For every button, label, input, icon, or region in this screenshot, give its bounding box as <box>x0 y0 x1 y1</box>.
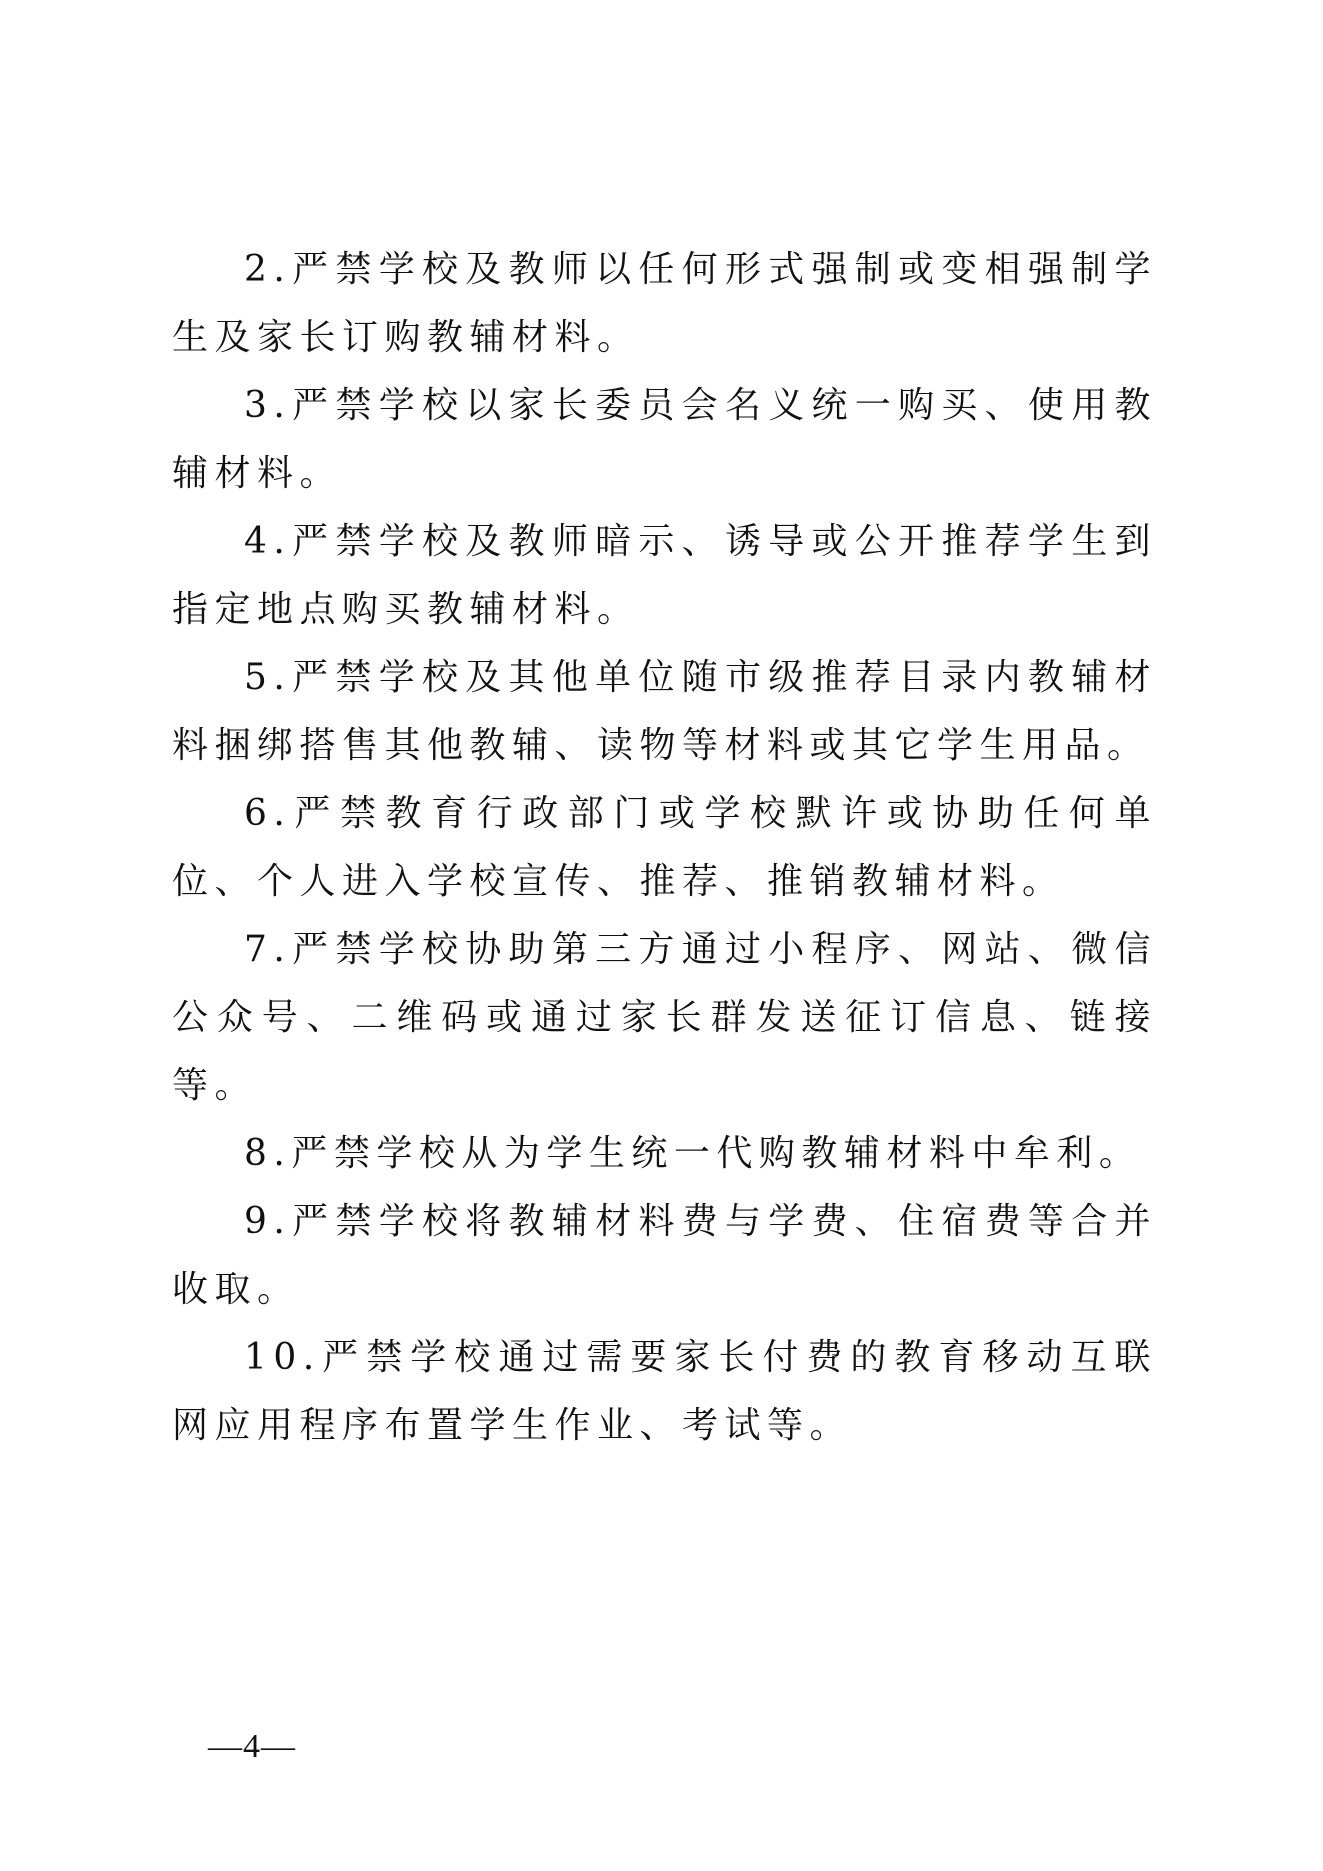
list-item: 10.严禁学校通过需要家长付费的教育移动互联网应用程序布置学生作业、考试等。 <box>172 1337 1157 1446</box>
list-item: 4.严禁学校及教师暗示、诱导或公开推荐学生到指定地点购买教辅材料。 <box>172 521 1157 630</box>
list-item: 2.严禁学校及教师以任何形式强制或变相强制学生及家长订购教辅材料。 <box>172 249 1157 358</box>
list-item: 8.严禁学校从为学生统一代购教辅材料中牟利。 <box>244 1133 1142 1174</box>
list-item: 3.严禁学校以家长委员会名义统一购买、使用教辅材料。 <box>172 385 1157 494</box>
list-item: 5.严禁学校及其他单位随市级推荐目录内教辅材料捆绑搭售其他教辅、读物等材料或其它学生用品。 <box>172 657 1157 766</box>
document-body <box>172 236 1157 1460</box>
list-item: 7.严禁学校协助第三方通过小程序、网站、微信公众号、二维码或通过家长群发送征订信息、链接等。 <box>172 929 1157 1106</box>
list-item: 9.严禁学校将教辅材料费与学费、住宿费等合并收取。 <box>172 1201 1157 1310</box>
page-number: —4— <box>208 1728 296 1765</box>
list-item: 6.严禁教育行政部门或学校默许或协助任何单位、个人进入学校宣传、推荐、推销教辅材料。 <box>172 793 1157 902</box>
